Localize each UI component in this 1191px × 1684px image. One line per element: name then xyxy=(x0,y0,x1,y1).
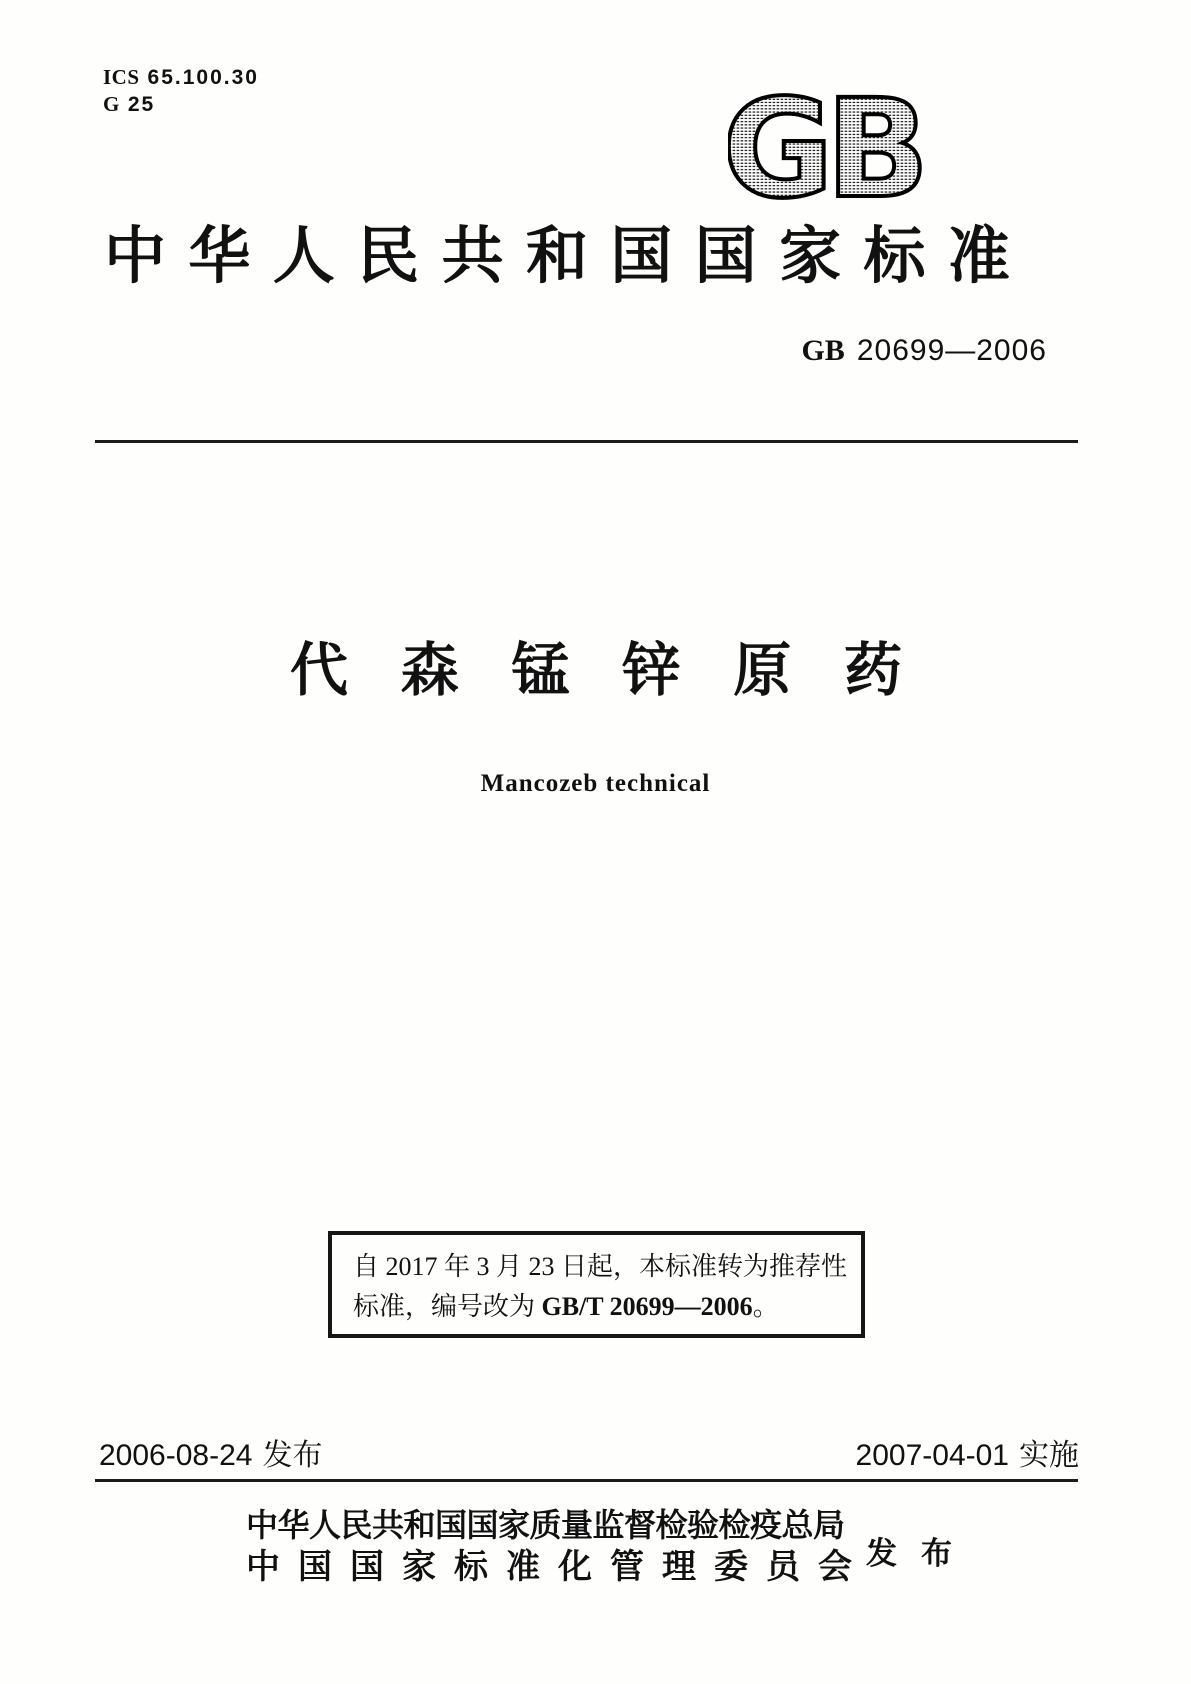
classification-codes xyxy=(103,64,259,118)
notice-line-2 xyxy=(353,1287,847,1327)
issue-date-group xyxy=(99,1438,322,1474)
national-standard-heading-char: 国 xyxy=(610,223,673,291)
issuer-sac-char: 理 xyxy=(662,1549,696,1586)
publish-label xyxy=(866,1528,952,1573)
ics-label: ICS xyxy=(103,65,140,89)
class-label: G xyxy=(103,92,120,116)
dates-row xyxy=(99,1438,1079,1474)
document-title-en: Mancozeb technical xyxy=(480,770,711,797)
ics-value: 65.100.30 xyxy=(147,66,259,89)
notice-new-code: GB/T 20699—2006 xyxy=(541,1292,753,1321)
header-divider-line xyxy=(95,440,1078,443)
publish-label-char: 发 xyxy=(866,1536,897,1571)
document-title-cn xyxy=(290,640,902,702)
gb-logo xyxy=(728,72,946,204)
issuer-aqsiq: 中华人民共和国国家质量监督检验检疫总局 xyxy=(246,1507,845,1543)
issuer-sac-char: 化 xyxy=(558,1549,592,1586)
implementation-date: 2007-04-01 xyxy=(855,1439,1009,1472)
implementation-label: 实施 xyxy=(1019,1439,1079,1472)
class-value: 25 xyxy=(127,93,156,116)
class-code-line xyxy=(103,91,259,118)
national-standard-heading-char: 中 xyxy=(104,223,167,291)
issuer-sac-char: 准 xyxy=(506,1549,540,1586)
standard-code xyxy=(801,334,1047,368)
svg-text:GB: GB xyxy=(728,72,922,204)
national-standard-heading-char: 和 xyxy=(525,223,588,291)
issuer-sac-char: 委 xyxy=(714,1549,748,1586)
document-title-cn-char: 锌 xyxy=(622,638,681,703)
document-title-cn-char: 森 xyxy=(400,638,459,703)
notice-line-1: 自 2017 年 3 月 23 日起，本标准转为推荐性 xyxy=(353,1252,848,1281)
issuer-sac-char: 国 xyxy=(350,1549,384,1586)
document-title-cn-char: 药 xyxy=(843,638,902,703)
implementation-date-group xyxy=(856,1438,1079,1474)
issue-date: 2006-08-24 xyxy=(99,1439,253,1472)
national-standard-heading-char: 标 xyxy=(863,223,926,291)
document-title-cn-char: 代 xyxy=(290,638,349,703)
national-standard-heading xyxy=(104,224,1010,290)
notice-line-2-suffix: 。 xyxy=(752,1292,779,1321)
national-standard-heading-char: 人 xyxy=(272,223,335,291)
issuer-sac-char: 家 xyxy=(402,1549,436,1586)
national-standard-heading-char: 华 xyxy=(188,223,251,291)
national-standard-heading-char: 共 xyxy=(441,223,504,291)
document-title-cn-char: 锰 xyxy=(511,638,570,703)
issuing-bodies xyxy=(246,1504,852,1590)
issuer-sac-char: 管 xyxy=(610,1549,644,1586)
issuer-sac-char: 标 xyxy=(454,1549,488,1586)
issuer-sac-char: 中 xyxy=(246,1549,280,1586)
footer-divider-line xyxy=(95,1479,1078,1482)
issuer-sac-char: 国 xyxy=(298,1549,332,1586)
document-title-cn-char: 原 xyxy=(733,638,792,703)
publish-label-char: 布 xyxy=(921,1536,952,1571)
gb-logo-icon xyxy=(728,72,946,204)
standard-code-number: 20699—2006 xyxy=(856,334,1047,367)
national-standard-heading-char: 家 xyxy=(779,223,842,291)
national-standard-heading-char: 民 xyxy=(357,223,420,291)
notice-line-2-prefix: 标准，编号改为 xyxy=(353,1292,542,1321)
ics-code-line xyxy=(103,64,259,91)
issuer-sac xyxy=(246,1546,852,1590)
issuer-sac-char: 员 xyxy=(766,1549,800,1586)
standard-code-prefix: GB xyxy=(801,334,845,367)
issue-label: 发布 xyxy=(262,1439,323,1472)
national-standard-heading-char: 准 xyxy=(947,223,1010,291)
recommendation-notice-box xyxy=(328,1231,865,1338)
issuer-sac-char: 会 xyxy=(818,1549,852,1586)
national-standard-heading-char: 国 xyxy=(694,223,757,291)
